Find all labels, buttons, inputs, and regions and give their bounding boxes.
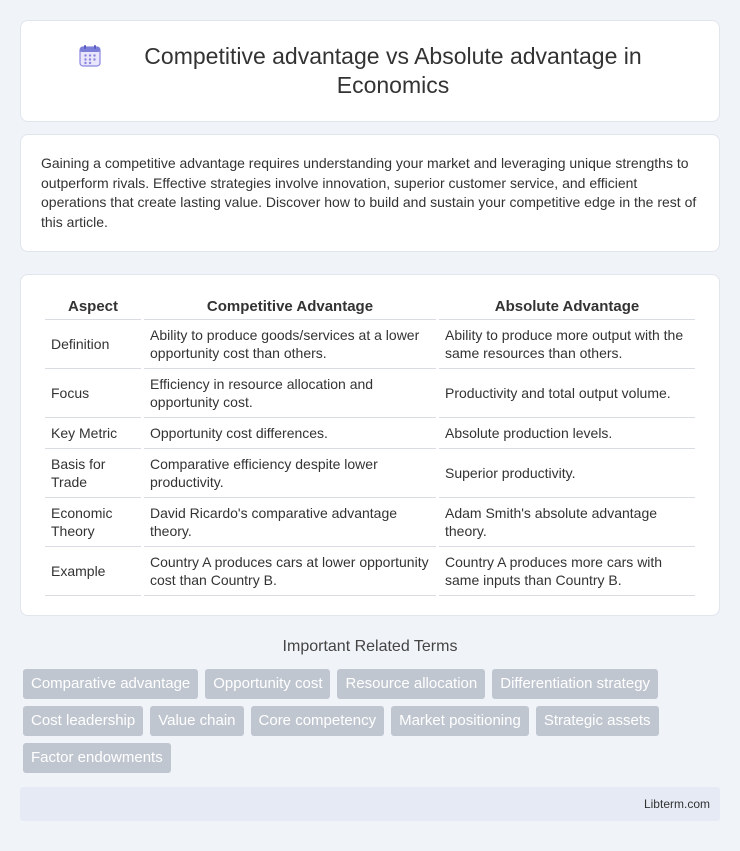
row-competitive: David Ricardo's comparative advantage theory.: [144, 498, 436, 547]
tag-strategic-assets[interactable]: Strategic assets: [536, 706, 659, 736]
row-absolute: Superior productivity.: [439, 449, 695, 498]
page-title: Competitive advantage vs Absolute advantage in Economics: [144, 43, 642, 98]
row-aspect: Economic Theory: [45, 498, 141, 547]
table-header-row: [45, 295, 695, 320]
row-aspect: Basis for Trade: [45, 449, 141, 498]
row-aspect: Definition: [45, 320, 141, 369]
related-terms-title: Important Related Terms: [282, 638, 458, 655]
tag-value-chain[interactable]: Value chain: [150, 706, 243, 736]
footer-site-link[interactable]: Libterm.com: [643, 797, 710, 811]
table-row: [45, 320, 695, 369]
page-title-row: [77, 42, 663, 100]
row-competitive: Comparative efficiency despite lower productivity.: [144, 449, 436, 498]
tag-market-positioning[interactable]: Market positioning: [391, 706, 529, 736]
title-card: [20, 20, 720, 122]
calendar-icon: [77, 43, 103, 69]
header-aspect: Aspect: [45, 295, 141, 320]
row-absolute: Adam Smith's absolute advantage theory.: [439, 498, 695, 547]
tag-opportunity-cost[interactable]: Opportunity cost: [205, 669, 330, 699]
row-competitive: Opportunity cost differences.: [144, 418, 436, 449]
table-row: [45, 498, 695, 547]
intro-card: [20, 134, 720, 252]
tag-factor-endowments[interactable]: Factor endowments: [23, 743, 171, 773]
table-row: [45, 547, 695, 596]
tag-resource-allocation[interactable]: Resource allocation: [337, 669, 485, 699]
row-aspect: Focus: [45, 369, 141, 418]
comparison-table-card: [20, 274, 720, 616]
table-row: [45, 418, 695, 449]
tag-differentiation-strategy[interactable]: Differentiation strategy: [492, 669, 658, 699]
row-competitive: Country A produces cars at lower opportunity cost than Country B.: [144, 547, 436, 596]
tag-core-competency[interactable]: Core competency: [251, 706, 385, 736]
header-absolute: Absolute Advantage: [439, 295, 695, 320]
row-absolute: Absolute production levels.: [439, 418, 695, 449]
row-absolute: Country A produces more cars with same inputs than Country B.: [439, 547, 695, 596]
row-aspect: Example: [45, 547, 141, 596]
table-row: [45, 369, 695, 418]
row-competitive: Ability to produce goods/services at a lower opportunity cost than others.: [144, 320, 436, 369]
related-terms-tags: [23, 669, 723, 773]
row-aspect: Key Metric: [45, 418, 141, 449]
tag-cost-leadership[interactable]: Cost leadership: [23, 706, 143, 736]
row-competitive: Efficiency in resource allocation and opportunity cost.: [144, 369, 436, 418]
intro-text: Gaining a competitive advantage requires understanding your market and leveraging unique strengths to outperform rivals. Effective strategies involve innovation, superior customer service, and efficient operations that create lasting value. Discover how to build and sustain your competitive edge in the rest of this article.: [41, 155, 697, 230]
footer: [20, 787, 720, 821]
tag-comparative-advantage[interactable]: Comparative advantage: [23, 669, 198, 699]
row-absolute: Ability to produce more output with the same resources than others.: [439, 320, 695, 369]
row-absolute: Productivity and total output volume.: [439, 369, 695, 418]
header-competitive: Competitive Advantage: [144, 295, 436, 320]
table-row: [45, 449, 695, 498]
comparison-table: [42, 295, 698, 596]
